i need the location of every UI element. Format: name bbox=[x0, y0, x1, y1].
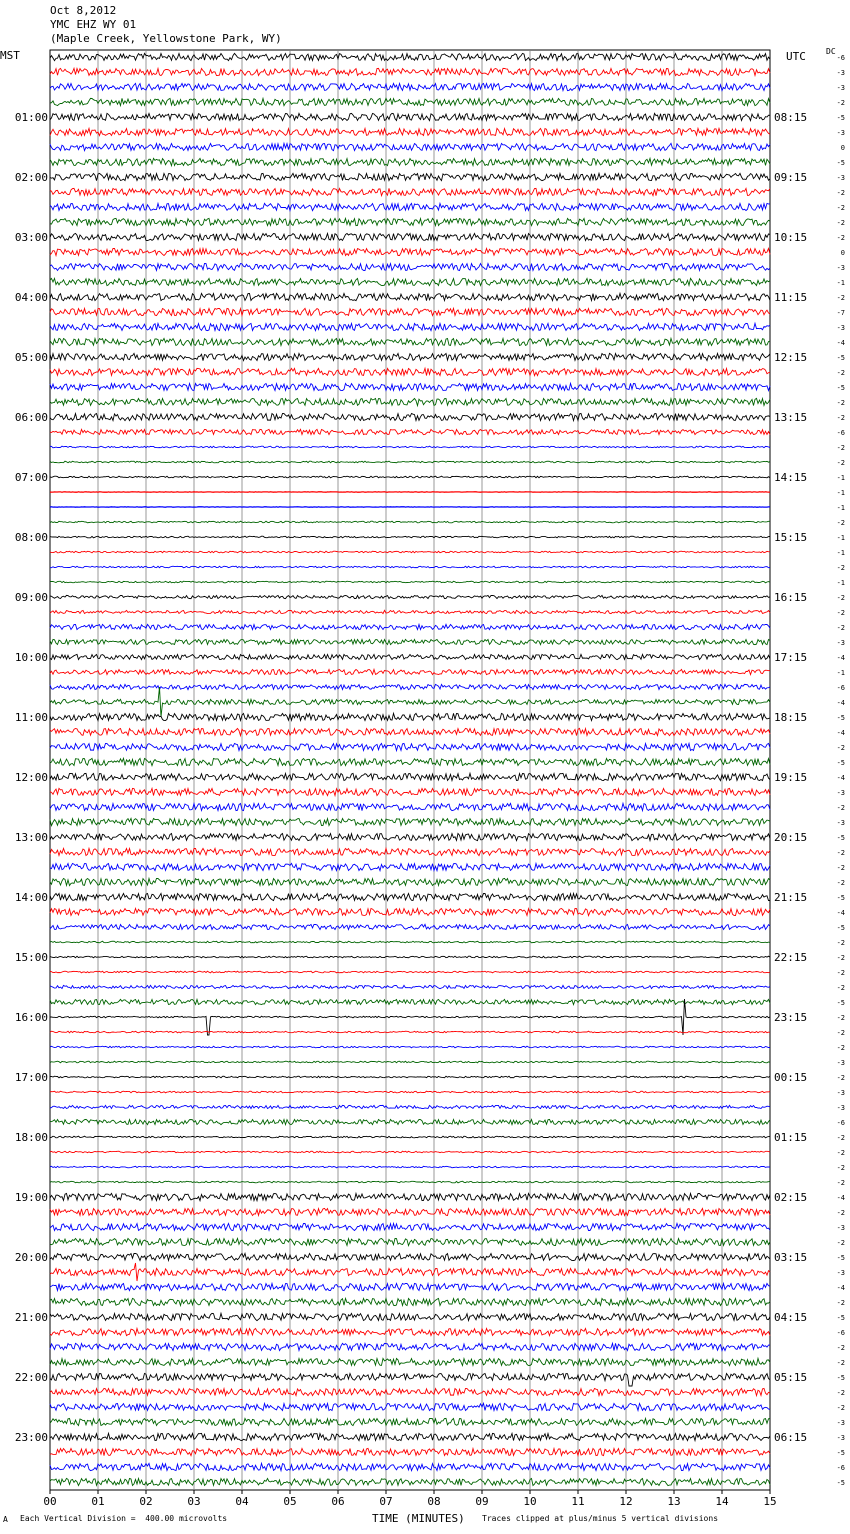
utc-hour-label: 05:15 bbox=[774, 1371, 808, 1384]
dc-offset-label: -2 bbox=[836, 459, 845, 467]
dc-offset-label: -4 bbox=[836, 1284, 845, 1292]
dc-offset-label: -3 bbox=[836, 264, 845, 272]
mst-hour-label: 16:00 bbox=[14, 1011, 48, 1024]
seismic-trace bbox=[50, 803, 770, 810]
header-location: (Maple Creek, Yellowstone Park, WY) bbox=[50, 32, 282, 45]
utc-hour-label: 22:15 bbox=[774, 951, 808, 964]
seismic-trace bbox=[50, 338, 770, 345]
seismic-trace bbox=[50, 654, 770, 659]
seismic-trace bbox=[50, 1119, 770, 1124]
seismic-trace bbox=[50, 1181, 770, 1183]
utc-hour-label: 13:15 bbox=[774, 411, 808, 424]
mst-hour-label: 20:00 bbox=[14, 1251, 48, 1264]
seismic-trace bbox=[50, 1193, 770, 1200]
utc-hour-label: 06:15 bbox=[774, 1431, 808, 1444]
mst-hour-label: 18:00 bbox=[14, 1131, 48, 1144]
dc-offset-label: -2 bbox=[836, 1014, 845, 1022]
seismic-trace bbox=[50, 368, 770, 375]
seismic-trace bbox=[50, 128, 770, 135]
mst-hour-label: 23:00 bbox=[14, 1431, 48, 1444]
seismic-trace bbox=[50, 429, 770, 434]
seismic-trace bbox=[50, 293, 770, 300]
dc-offset-label: -2 bbox=[836, 1134, 845, 1142]
seismic-trace bbox=[50, 1046, 770, 1048]
seismic-trace bbox=[50, 278, 770, 285]
utc-hour-label: 18:15 bbox=[774, 711, 808, 724]
dc-offset-label: -2 bbox=[836, 1299, 845, 1307]
dc-offset-label: -3 bbox=[836, 324, 845, 332]
seismic-trace bbox=[50, 551, 770, 553]
dc-offset-label: -3 bbox=[836, 174, 845, 182]
dc-offset-label: -4 bbox=[836, 699, 845, 707]
utc-hour-label: 17:15 bbox=[774, 651, 808, 664]
dc-offset-label: -2 bbox=[836, 624, 845, 632]
seismic-trace bbox=[50, 536, 770, 538]
utc-hour-label: 14:15 bbox=[774, 471, 808, 484]
seismic-trace bbox=[50, 624, 770, 629]
dc-offset-label: -2 bbox=[836, 984, 845, 992]
dc-offset-label: -5 bbox=[836, 759, 845, 767]
mst-hour-label: 06:00 bbox=[14, 411, 48, 424]
x-tick-label: 06 bbox=[331, 1495, 345, 1508]
dc-offset-label: -3 bbox=[836, 129, 845, 137]
seismic-trace bbox=[50, 1373, 770, 1386]
dc-offset-label: -2 bbox=[836, 744, 845, 752]
utc-hour-label: 09:15 bbox=[774, 171, 808, 184]
dc-offset-label: -3 bbox=[836, 819, 845, 827]
dc-offset-label: -5 bbox=[836, 1314, 845, 1322]
mst-hour-label: 10:00 bbox=[14, 651, 48, 664]
dc-offset-label: -5 bbox=[836, 924, 845, 932]
seismic-trace bbox=[50, 908, 770, 915]
x-tick-label: 12 bbox=[619, 1495, 633, 1508]
x-tick-label: 10 bbox=[523, 1495, 537, 1508]
dc-offset-label: -2 bbox=[836, 294, 845, 302]
seismic-trace bbox=[50, 687, 770, 717]
dc-offset-label: -2 bbox=[836, 939, 845, 947]
mst-hour-label: 11:00 bbox=[14, 711, 48, 724]
dc-offset-label: -3 bbox=[836, 1089, 845, 1097]
seismic-trace bbox=[50, 203, 770, 210]
seismic-trace bbox=[50, 1463, 770, 1470]
seismic-trace bbox=[50, 834, 770, 841]
x-tick-label: 09 bbox=[475, 1495, 489, 1508]
seismic-trace bbox=[50, 894, 770, 901]
seismic-trace bbox=[50, 383, 770, 390]
x-tick-label: 14 bbox=[715, 1495, 729, 1508]
dc-offset-label: -6 bbox=[836, 684, 845, 692]
seismic-trace bbox=[50, 476, 770, 478]
seismic-trace bbox=[50, 68, 770, 75]
dc-offset-label: -2 bbox=[836, 609, 845, 617]
utc-hour-label: 23:15 bbox=[774, 1011, 808, 1024]
seismic-trace bbox=[50, 1448, 770, 1455]
dc-offset-label: -2 bbox=[836, 849, 845, 857]
dc-offset-label: -1 bbox=[836, 549, 845, 557]
seismic-trace bbox=[50, 566, 770, 568]
seismic-trace bbox=[50, 684, 770, 689]
mst-hour-label: 15:00 bbox=[14, 951, 48, 964]
seismic-trace bbox=[50, 581, 770, 583]
x-axis-label: TIME (MINUTES) bbox=[372, 1512, 465, 1525]
seismic-trace bbox=[50, 1433, 770, 1440]
dc-offset-label: -1 bbox=[836, 504, 845, 512]
dc-offset-label: -5 bbox=[836, 1254, 845, 1262]
seismic-trace bbox=[50, 985, 770, 988]
seismic-trace bbox=[50, 218, 770, 225]
seismic-trace bbox=[50, 1358, 770, 1365]
dc-offset-label: -2 bbox=[836, 1344, 845, 1352]
clip-note: Traces clipped at plus/minus 5 vertical divisions bbox=[482, 1514, 719, 1523]
dc-offset-label: -2 bbox=[836, 1149, 845, 1157]
dc-offset-label: -1 bbox=[836, 534, 845, 542]
utc-hour-label: 02:15 bbox=[774, 1191, 808, 1204]
dc-offset-label: -1 bbox=[836, 669, 845, 677]
dc-offset-label: -3 bbox=[836, 1269, 845, 1277]
utc-hour-label: 04:15 bbox=[774, 1311, 808, 1324]
dc-offset-label: -2 bbox=[836, 519, 845, 527]
dc-offset-label: -2 bbox=[836, 234, 845, 242]
seismic-trace bbox=[50, 98, 770, 105]
dc-offset-label: -6 bbox=[836, 54, 845, 62]
mst-hour-label: 09:00 bbox=[14, 591, 48, 604]
dc-offset-label: -2 bbox=[836, 369, 845, 377]
seismic-trace bbox=[50, 728, 770, 735]
mst-hour-label: 07:00 bbox=[14, 471, 48, 484]
seismic-trace bbox=[50, 521, 770, 523]
seismic-trace bbox=[50, 788, 770, 795]
seismic-trace bbox=[50, 1061, 770, 1063]
x-tick-label: 01 bbox=[91, 1495, 105, 1508]
utc-hour-label: 01:15 bbox=[774, 1131, 808, 1144]
mst-hour-label: 01:00 bbox=[14, 111, 48, 124]
seismic-trace bbox=[50, 595, 770, 598]
seismic-trace bbox=[50, 308, 770, 315]
seismic-trace bbox=[50, 610, 770, 613]
seismic-trace bbox=[50, 1031, 770, 1033]
utc-hour-label: 11:15 bbox=[774, 291, 808, 304]
seismic-trace bbox=[50, 158, 770, 165]
x-tick-label: 00 bbox=[43, 1495, 57, 1508]
dc-offset-label: -2 bbox=[836, 399, 845, 407]
dc-offset-label: -2 bbox=[836, 1029, 845, 1037]
header-station: YMC EHZ WY 01 bbox=[50, 18, 137, 31]
dc-offset-label: -1 bbox=[836, 579, 845, 587]
mst-hour-label: 13:00 bbox=[14, 831, 48, 844]
dc-offset-label: -5 bbox=[836, 1449, 845, 1457]
dc-offset-label: -2 bbox=[836, 204, 845, 212]
dc-offset-label: -7 bbox=[836, 309, 845, 317]
dc-offset-label: -5 bbox=[836, 834, 845, 842]
mst-hour-label: 17:00 bbox=[14, 1071, 48, 1084]
seismic-trace bbox=[50, 878, 770, 885]
dc-offset-label: -2 bbox=[836, 1389, 845, 1397]
mst-hour-label: 02:00 bbox=[14, 171, 48, 184]
dc-offset-label: -4 bbox=[836, 729, 845, 737]
seismic-trace bbox=[50, 233, 770, 240]
dc-offset-label: -3 bbox=[836, 1224, 845, 1232]
dc-offset-label: -6 bbox=[836, 1119, 845, 1127]
utc-hour-label: 08:15 bbox=[774, 111, 808, 124]
seismic-trace bbox=[50, 353, 770, 360]
seismic-trace bbox=[50, 1403, 770, 1410]
seismic-trace bbox=[50, 1343, 770, 1350]
dc-offset-label: -4 bbox=[836, 909, 845, 917]
seismic-trace bbox=[50, 323, 770, 330]
seismic-trace bbox=[50, 1263, 770, 1281]
mst-hour-label: 08:00 bbox=[14, 531, 48, 544]
dc-offset-label: -2 bbox=[836, 564, 845, 572]
seismic-trace bbox=[50, 999, 770, 1004]
dc-offset-label: -3 bbox=[836, 789, 845, 797]
mst-hour-label: 05:00 bbox=[14, 351, 48, 364]
seismic-trace bbox=[50, 143, 770, 150]
seismic-trace bbox=[50, 1328, 770, 1335]
dc-offset-label: -2 bbox=[836, 444, 845, 452]
dc-offset-label: -4 bbox=[836, 774, 845, 782]
dc-offset-label: -5 bbox=[836, 159, 845, 167]
seismic-trace bbox=[50, 743, 770, 750]
seismic-trace bbox=[50, 639, 770, 644]
mst-hour-label: 03:00 bbox=[14, 231, 48, 244]
dc-offset-label: -2 bbox=[836, 879, 845, 887]
seismic-trace bbox=[50, 971, 770, 973]
seismic-trace bbox=[50, 758, 770, 765]
utc-hour-label: 21:15 bbox=[774, 891, 808, 904]
dc-offset-label: -5 bbox=[836, 894, 845, 902]
dc-offset-label: -4 bbox=[836, 654, 845, 662]
utc-hour-label: 03:15 bbox=[774, 1251, 808, 1264]
dc-offset-label: -4 bbox=[836, 339, 845, 347]
seismic-trace bbox=[50, 669, 770, 674]
dc-offset-label: -2 bbox=[836, 1359, 845, 1367]
seismic-trace bbox=[50, 818, 770, 825]
seismic-trace bbox=[50, 941, 770, 943]
header-date: Oct 8,2012 bbox=[50, 4, 117, 17]
x-tick-label: 05 bbox=[283, 1495, 297, 1508]
dc-offset-label: -2 bbox=[836, 1239, 845, 1247]
dc-offset-label: -6 bbox=[836, 1464, 845, 1472]
dc-offset-label: -1 bbox=[836, 474, 845, 482]
seismic-trace bbox=[50, 1076, 770, 1078]
dc-offset-label: -3 bbox=[836, 69, 845, 77]
dc-offset-label: -3 bbox=[836, 1104, 845, 1112]
x-tick-label: 08 bbox=[427, 1495, 441, 1508]
seismic-trace bbox=[50, 461, 770, 463]
seismic-trace bbox=[50, 773, 770, 780]
seismic-trace bbox=[50, 956, 770, 958]
seismic-trace bbox=[50, 1151, 770, 1153]
dc-offset-label: -3 bbox=[836, 1434, 845, 1442]
x-tick-label: 11 bbox=[571, 1495, 585, 1508]
dc-offset-label: 0 bbox=[840, 249, 845, 257]
seismic-trace bbox=[50, 1418, 770, 1425]
dc-offset-label: -5 bbox=[836, 1479, 845, 1487]
seismic-trace bbox=[50, 863, 770, 870]
utc-hour-label: 10:15 bbox=[774, 231, 808, 244]
seismic-trace bbox=[50, 1283, 770, 1290]
seismic-trace bbox=[50, 1136, 770, 1138]
x-tick-label: 13 bbox=[667, 1495, 681, 1508]
dc-offset-label: -3 bbox=[836, 1059, 845, 1067]
seismic-trace bbox=[50, 446, 770, 448]
left-zone-label: MST bbox=[0, 49, 20, 62]
dc-offset-label: -6 bbox=[836, 429, 845, 437]
mst-hour-label: 04:00 bbox=[14, 291, 48, 304]
dc-offset-label: 0 bbox=[840, 144, 845, 152]
dc-offset-label: -4 bbox=[836, 1194, 845, 1202]
seismic-trace bbox=[50, 173, 770, 180]
dc-offset-label: -1 bbox=[836, 489, 845, 497]
dc-offset-label: -2 bbox=[836, 99, 845, 107]
seismic-trace bbox=[50, 1166, 770, 1168]
x-tick-label: 04 bbox=[235, 1495, 249, 1508]
dc-offset-label: -2 bbox=[836, 1209, 845, 1217]
mst-hour-label: 22:00 bbox=[14, 1371, 48, 1384]
seismic-trace bbox=[50, 413, 770, 420]
dc-offset-label: -3 bbox=[836, 1419, 845, 1427]
mst-hour-label: 12:00 bbox=[14, 771, 48, 784]
dc-offset-label: -5 bbox=[836, 999, 845, 1007]
seismic-trace bbox=[50, 1223, 770, 1230]
seismic-trace bbox=[50, 83, 770, 90]
dc-offset-label: -2 bbox=[836, 189, 845, 197]
seismic-trace bbox=[50, 398, 770, 405]
dc-offset-label: -2 bbox=[836, 954, 845, 962]
dc-offset-label: -5 bbox=[836, 114, 845, 122]
seismic-trace bbox=[50, 924, 770, 929]
seismic-trace bbox=[50, 264, 770, 271]
x-tick-label: 03 bbox=[187, 1495, 201, 1508]
corner-mark: A bbox=[3, 1515, 8, 1524]
dc-offset-label: -2 bbox=[836, 1074, 845, 1082]
dc-offset-label: -2 bbox=[836, 1044, 845, 1052]
seismic-trace bbox=[50, 1313, 770, 1320]
dc-offset-label: -2 bbox=[836, 219, 845, 227]
seismic-trace bbox=[50, 1253, 770, 1260]
mst-hour-label: 19:00 bbox=[14, 1191, 48, 1204]
dc-offset-label: -2 bbox=[836, 594, 845, 602]
mst-hour-label: 21:00 bbox=[14, 1311, 48, 1324]
utc-hour-label: 16:15 bbox=[774, 591, 808, 604]
x-tick-label: 07 bbox=[379, 1495, 393, 1508]
dc-offset-label: -2 bbox=[836, 414, 845, 422]
dc-offset-label: -3 bbox=[836, 639, 845, 647]
dc-label: DC bbox=[826, 47, 836, 56]
dc-offset-label: -2 bbox=[836, 1404, 845, 1412]
x-tick-label: 02 bbox=[139, 1495, 153, 1508]
dc-offset-label: -5 bbox=[836, 384, 845, 392]
dc-offset-label: -6 bbox=[836, 1329, 845, 1337]
utc-hour-label: 15:15 bbox=[774, 531, 808, 544]
utc-hour-label: 19:15 bbox=[774, 771, 808, 784]
mst-hour-label: 14:00 bbox=[14, 891, 48, 904]
seismic-trace bbox=[50, 188, 770, 195]
seismic-trace bbox=[50, 848, 770, 855]
dc-offset-label: -5 bbox=[836, 714, 845, 722]
seismic-trace bbox=[50, 53, 770, 60]
utc-hour-label: 00:15 bbox=[774, 1071, 808, 1084]
dc-offset-label: -2 bbox=[836, 864, 845, 872]
dc-offset-label: -3 bbox=[836, 84, 845, 92]
x-tick-label: 15 bbox=[763, 1495, 777, 1508]
right-zone-label: UTC bbox=[786, 50, 806, 63]
scale-note: Each Vertical Division = 400.00 microvolts bbox=[20, 1514, 228, 1523]
dc-offset-label: -5 bbox=[836, 354, 845, 362]
dc-offset-label: -5 bbox=[836, 1374, 845, 1382]
seismic-trace bbox=[50, 999, 770, 1035]
seismic-trace bbox=[50, 713, 770, 720]
seismic-trace bbox=[50, 1298, 770, 1305]
seismic-trace bbox=[50, 248, 770, 255]
seismic-trace bbox=[50, 1478, 770, 1485]
seismic-trace bbox=[50, 1238, 770, 1245]
utc-hour-label: 12:15 bbox=[774, 351, 808, 364]
dc-offset-label: -2 bbox=[836, 804, 845, 812]
dc-offset-label: -2 bbox=[836, 1164, 845, 1172]
seismic-trace bbox=[50, 1105, 770, 1108]
seismic-trace bbox=[50, 113, 770, 120]
seismic-trace bbox=[50, 1091, 770, 1093]
seismic-trace bbox=[50, 1388, 770, 1395]
utc-hour-label: 20:15 bbox=[774, 831, 808, 844]
dc-offset-label: -2 bbox=[836, 1179, 845, 1187]
seismic-trace bbox=[50, 1208, 770, 1215]
dc-offset-label: -2 bbox=[836, 969, 845, 977]
dc-offset-label: -1 bbox=[836, 279, 845, 287]
